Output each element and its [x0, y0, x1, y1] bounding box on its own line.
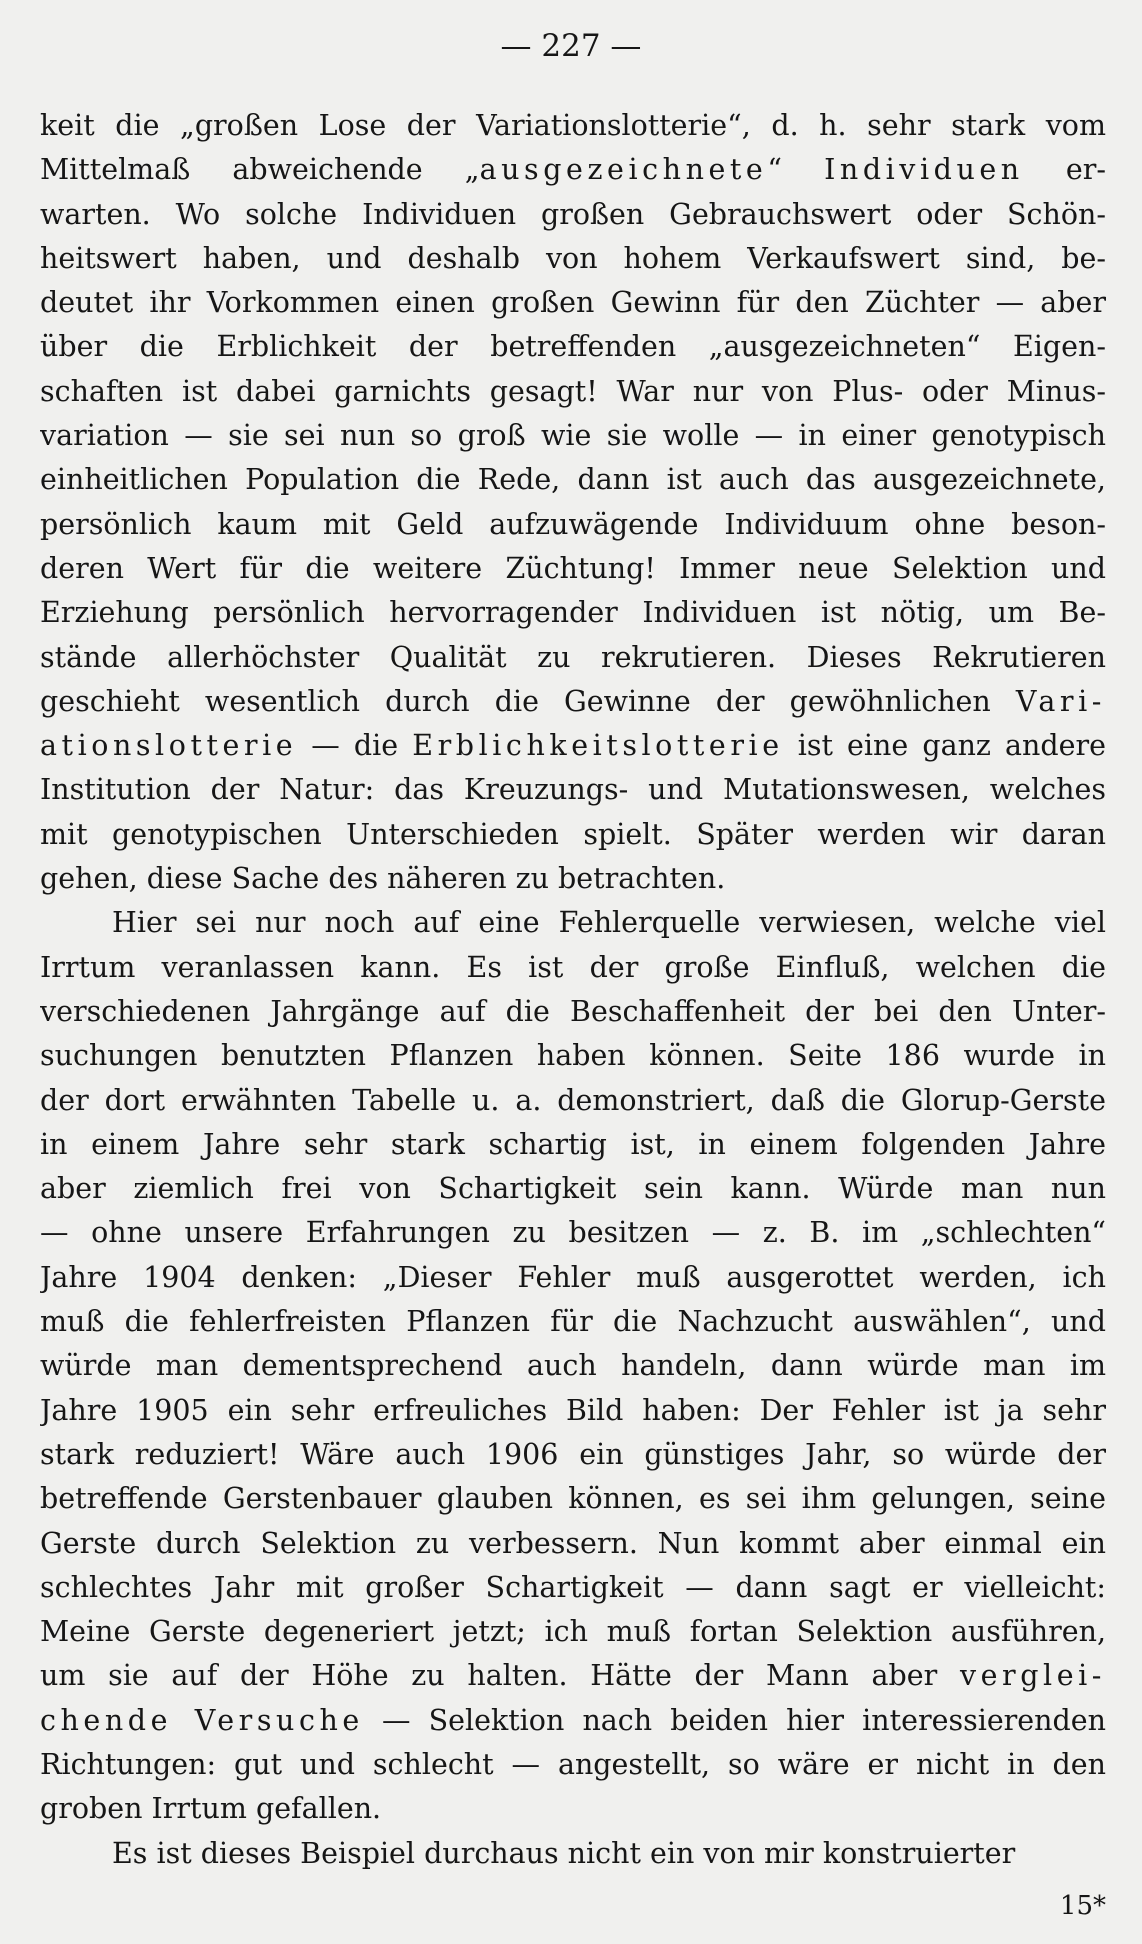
spaced-emphasis: Individuen: [824, 153, 1024, 187]
text-segment: stark reduziert! Wäre auch 1906 ein günstiges Jahr, so würde der: [40, 1437, 1106, 1471]
text-line: [40, 458, 1106, 502]
text-line: [40, 1610, 1106, 1654]
text-line: [40, 370, 1106, 414]
text-segment: Jahre 1905 ein sehr erfreuliches Bild haben: Der Fehler ist ja sehr: [40, 1393, 1106, 1427]
spaced-emphasis: Erblichkeitslotterie: [412, 729, 784, 763]
text-line: [40, 1787, 1106, 1831]
text-line: [40, 1566, 1106, 1610]
text-segment: verschiedenen Jahrgänge auf die Beschaffenheit der bei den Unter-: [40, 994, 1106, 1028]
text-segment: Hier sei nur noch auf eine Fehlerquelle verwiesen, welche viel: [112, 906, 1106, 940]
spaced-emphasis: ausgezeichnete: [479, 153, 768, 187]
text-line: [40, 990, 1106, 1034]
text-segment: Richtungen: gut und schlecht — angestellt, so wäre er nicht in den: [40, 1747, 1106, 1781]
text-segment: würde man dementsprechend auch handeln, dann würde man im: [40, 1349, 1106, 1383]
text-line: [40, 1433, 1106, 1477]
text-segment: Meine Gerste degeneriert jetzt; ich muß fortan Selektion ausführen,: [40, 1615, 1106, 1649]
text-line: [40, 414, 1106, 458]
spaced-emphasis: Vari-: [1015, 684, 1106, 718]
text-line: [40, 104, 1106, 148]
text-line: [40, 281, 1106, 325]
signature-mark: 15*: [1059, 1891, 1106, 1921]
text-segment: warten. Wo solche Individuen großen Gebrauchswert oder Schön-: [40, 197, 1106, 231]
text-segment: keit die „großen Lose der Variationslotterie“, d. h. sehr stark vom: [40, 109, 1106, 142]
text-segment: — die: [297, 729, 413, 763]
text-segment: Institution der Natur: das Kreuzungs- und Mutationswesen, welches: [40, 773, 1106, 807]
text-line: [40, 193, 1106, 237]
text-line: [40, 1123, 1106, 1167]
text-segment: mit genotypischen Unterschieden spielt. Später werden wir daran: [40, 817, 1106, 851]
text-line: [40, 325, 1106, 369]
text-line: [40, 680, 1106, 724]
text-segment: er-: [1023, 153, 1106, 187]
text-segment: geschieht wesentlich durch die Gewinne der gewöhnlichen: [40, 684, 1016, 718]
text-segment: muß die fehlerfreisten Pflanzen für die Nachzucht auswählen“, und: [40, 1305, 1106, 1339]
text-line: [40, 1167, 1106, 1211]
text-line: [40, 857, 1106, 901]
text-line: [40, 901, 1106, 945]
text-line: [40, 1832, 1106, 1876]
text-line: [40, 1256, 1106, 1300]
text-segment: Es ist dieses Beispiel durchaus nicht ein von mir konstruierter: [112, 1836, 1016, 1870]
text-line: [40, 1477, 1106, 1521]
text-segment: groben Irrtum gefallen.: [40, 1792, 382, 1826]
text-line: [40, 1344, 1106, 1388]
text-segment: — Selektion nach beiden hier interessierenden: [363, 1703, 1106, 1737]
text-line: [40, 237, 1106, 281]
spaced-emphasis: verglei-: [959, 1659, 1106, 1693]
text-segment: betreffende Gerstenbauer glauben können, es sei ihm gelungen, seine: [40, 1482, 1106, 1516]
text-segment: aber ziemlich frei von Schartigkeit sein kann. Würde man nun: [40, 1172, 1106, 1206]
text-segment: Jahre 1904 denken: „Dieser Fehler muß ausgerottet werden, ich: [40, 1260, 1106, 1294]
text-line: [40, 636, 1106, 680]
text-segment: in einem Jahre sehr stark schartig ist, in einem folgenden Jahre: [40, 1127, 1106, 1161]
text-segment: Gerste durch Selektion zu verbessern. Nun kommt aber einmal ein: [40, 1526, 1106, 1560]
text-segment: schaften ist dabei garnichts gesagt! War nur von Plus- oder Minus-: [40, 374, 1106, 408]
text-line: [40, 1389, 1106, 1433]
text-segment: einheitlichen Population die Rede, dann ist auch das ausgezeichnete,: [40, 463, 1106, 497]
text-segment: deutet ihr Vorkommen einen großen Gewinn für den Züchter — aber: [40, 286, 1106, 320]
text-line: [40, 591, 1106, 635]
text-segment: persönlich kaum mit Geld aufzuwägende Individuum ohne beson-: [40, 507, 1106, 541]
text-segment: Mittelmaß abweichende „: [40, 153, 480, 187]
text-segment: — ohne unsere Erfahrungen zu besitzen — z. B. im „schlechten“: [40, 1216, 1106, 1250]
text-segment: deren Wert für die weitere Züchtung! Immer neue Selektion und: [40, 551, 1106, 585]
text-segment: “: [767, 153, 825, 187]
text-line: [40, 1522, 1106, 1566]
text-segment: suchungen benutzten Pflanzen haben können. Seite 186 wurde in: [40, 1039, 1106, 1073]
text-line: [40, 946, 1106, 990]
text-segment: gehen, diese Sache des näheren zu betrachten.: [40, 862, 726, 896]
text-segment: ist eine ganz andere: [783, 729, 1106, 763]
text-line: [40, 813, 1106, 857]
text-segment: heitswert haben, und deshalb von hohem Verkaufswert sind, be-: [40, 241, 1106, 275]
text-line: [40, 547, 1106, 591]
text-segment: Irrtum veranlassen kann. Es ist der große Einfluß, welchen die: [40, 950, 1106, 984]
text-segment: über die Erblichkeit der betreffenden „ausgezeichneten“ Eigen-: [40, 330, 1106, 364]
body-text: [40, 104, 1106, 1876]
text-segment: Erziehung persönlich hervorragender Individuen ist nötig, um Be-: [40, 596, 1106, 630]
text-segment: variation — sie sei nun so groß wie sie wolle — in einer genotypisch: [40, 419, 1106, 453]
text-line: [40, 724, 1106, 768]
text-line: [40, 1079, 1106, 1123]
spaced-emphasis: chende Versuche: [40, 1703, 364, 1737]
text-line: [40, 1211, 1106, 1255]
text-segment: stände allerhöchster Qualität zu rekrutieren. Dieses Rekrutieren: [40, 640, 1106, 674]
text-line: [40, 1034, 1106, 1078]
text-line: [40, 1654, 1106, 1698]
spaced-emphasis: ationslotterie: [40, 729, 298, 763]
text-line: [40, 1300, 1106, 1344]
text-line: [40, 148, 1106, 192]
page-number-header: — 227 —: [500, 28, 642, 64]
text-line: [40, 503, 1106, 547]
text-line: [40, 1699, 1106, 1743]
text-segment: der dort erwähnten Tabelle u. a. demonstriert, daß die Glorup-Gerste: [40, 1083, 1106, 1117]
text-segment: schlechtes Jahr mit großer Schartigkeit — dann sagt er vielleicht:: [40, 1570, 1106, 1604]
text-line: [40, 1743, 1106, 1787]
text-line: [40, 768, 1106, 812]
text-segment: um sie auf der Höhe zu halten. Hätte der Mann aber: [40, 1659, 960, 1693]
